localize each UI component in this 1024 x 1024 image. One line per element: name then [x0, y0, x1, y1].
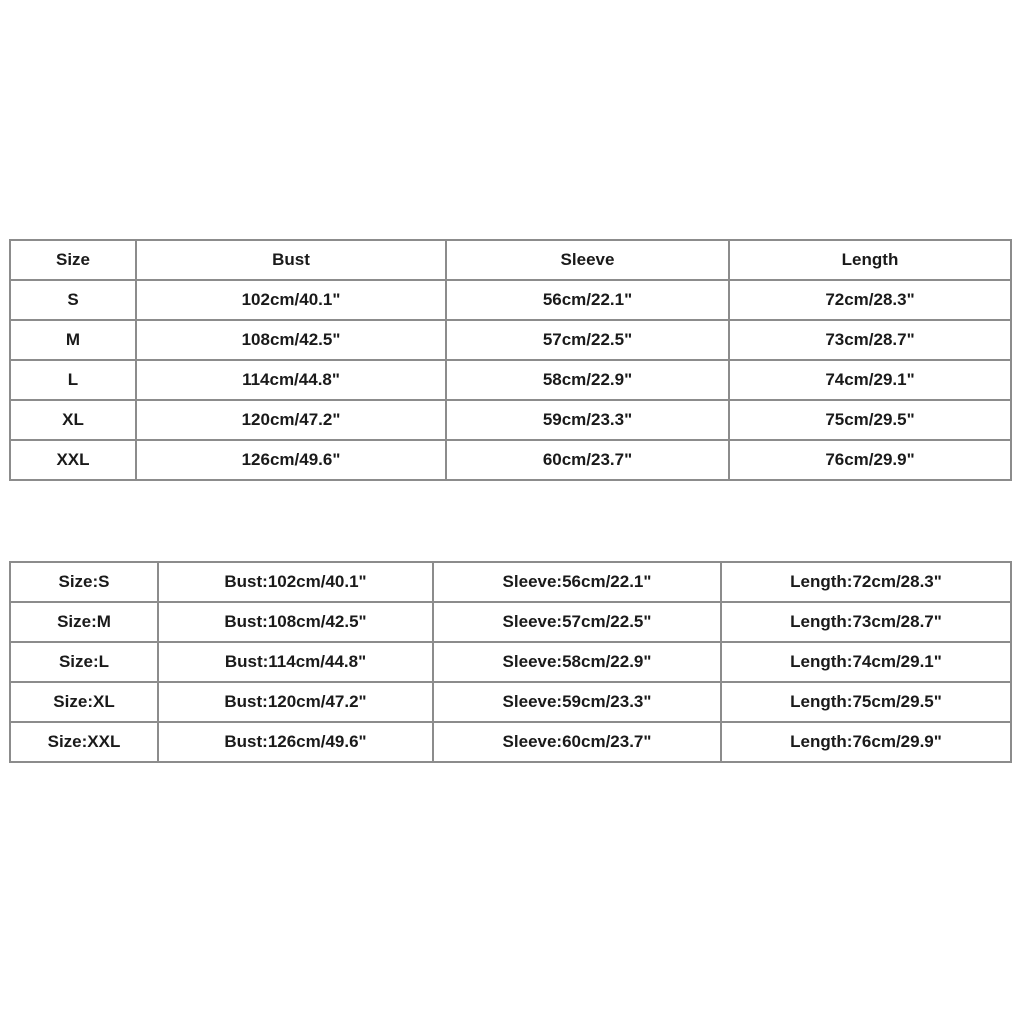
- cell-bust: 114cm/44.8": [136, 360, 446, 400]
- cell-size: Size:XXL: [10, 722, 158, 762]
- cell-length: 76cm/29.9": [729, 440, 1011, 480]
- cell-length: 72cm/28.3": [729, 280, 1011, 320]
- cell-size: Size:M: [10, 602, 158, 642]
- cell-sleeve: 58cm/22.9": [446, 360, 729, 400]
- size-chart-table: [9, 239, 1012, 481]
- cell-sleeve: Sleeve:56cm/22.1": [433, 562, 721, 602]
- cell-bust: 126cm/49.6": [136, 440, 446, 480]
- table-row: [10, 722, 1011, 762]
- cell-sleeve: 56cm/22.1": [446, 280, 729, 320]
- cell-sleeve: Sleeve:58cm/22.9": [433, 642, 721, 682]
- table-row: [10, 320, 1011, 360]
- cell-length: Length:75cm/29.5": [721, 682, 1011, 722]
- cell-size: M: [10, 320, 136, 360]
- table-row: [10, 440, 1011, 480]
- cell-sleeve: Sleeve:57cm/22.5": [433, 602, 721, 642]
- cell-size: Size:S: [10, 562, 158, 602]
- table-row: [10, 280, 1011, 320]
- header-sleeve: Sleeve: [446, 240, 729, 280]
- cell-bust: Bust:120cm/47.2": [158, 682, 433, 722]
- cell-size: XL: [10, 400, 136, 440]
- header-size: Size: [10, 240, 136, 280]
- cell-length: 73cm/28.7": [729, 320, 1011, 360]
- cell-bust: Bust:126cm/49.6": [158, 722, 433, 762]
- cell-length: Length:74cm/29.1": [721, 642, 1011, 682]
- header-length: Length: [729, 240, 1011, 280]
- cell-length: Length:72cm/28.3": [721, 562, 1011, 602]
- table-row: [10, 682, 1011, 722]
- cell-length: 74cm/29.1": [729, 360, 1011, 400]
- cell-size: S: [10, 280, 136, 320]
- cell-length: 75cm/29.5": [729, 400, 1011, 440]
- cell-size: XXL: [10, 440, 136, 480]
- header-bust: Bust: [136, 240, 446, 280]
- cell-bust: 120cm/47.2": [136, 400, 446, 440]
- cell-length: Length:76cm/29.9": [721, 722, 1011, 762]
- cell-sleeve: 59cm/23.3": [446, 400, 729, 440]
- table-row: [10, 400, 1011, 440]
- cell-sleeve: 60cm/23.7": [446, 440, 729, 480]
- cell-sleeve: Sleeve:60cm/23.7": [433, 722, 721, 762]
- table-header-row: [10, 240, 1011, 280]
- size-chart-labeled-table: [9, 561, 1012, 763]
- table-row: [10, 360, 1011, 400]
- cell-bust: 102cm/40.1": [136, 280, 446, 320]
- table-row: [10, 562, 1011, 602]
- table-row: [10, 602, 1011, 642]
- cell-bust: 108cm/42.5": [136, 320, 446, 360]
- cell-length: Length:73cm/28.7": [721, 602, 1011, 642]
- table-row: [10, 642, 1011, 682]
- cell-sleeve: Sleeve:59cm/23.3": [433, 682, 721, 722]
- cell-bust: Bust:102cm/40.1": [158, 562, 433, 602]
- cell-size: Size:L: [10, 642, 158, 682]
- cell-bust: Bust:108cm/42.5": [158, 602, 433, 642]
- cell-size: L: [10, 360, 136, 400]
- cell-bust: Bust:114cm/44.8": [158, 642, 433, 682]
- cell-size: Size:XL: [10, 682, 158, 722]
- cell-sleeve: 57cm/22.5": [446, 320, 729, 360]
